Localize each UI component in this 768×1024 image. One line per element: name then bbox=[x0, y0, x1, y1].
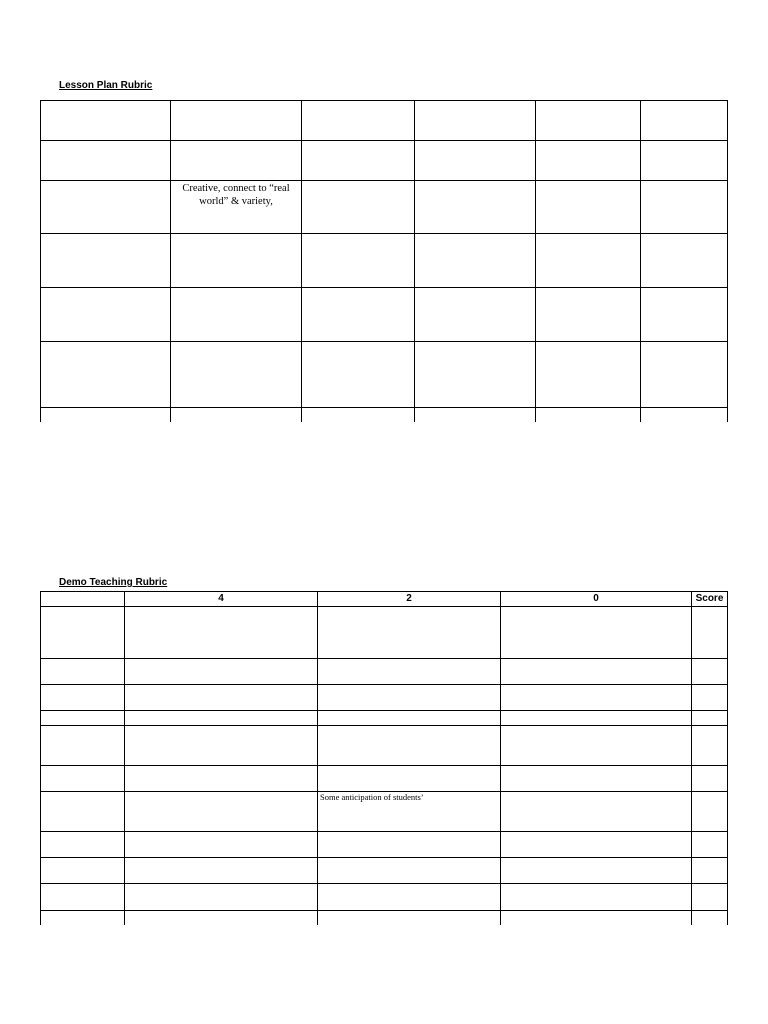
demo-header-score-2: 2 bbox=[406, 593, 412, 604]
demo-header-score-0: 0 bbox=[593, 593, 599, 604]
lesson-plan-heading: Lesson Plan Rubric bbox=[59, 80, 153, 91]
demo-header-blank bbox=[41, 592, 124, 605]
demo-teaching-cell-text: Some anticipation of students’ bbox=[320, 792, 424, 802]
demo-header-score-4: 4 bbox=[218, 593, 224, 604]
demo-teaching-heading: Demo Teaching Rubric bbox=[59, 577, 168, 588]
demo-header-score: Score bbox=[695, 593, 724, 604]
lesson-plan-cell-text: Creative, connect to “real world” & variety, bbox=[182, 183, 290, 207]
